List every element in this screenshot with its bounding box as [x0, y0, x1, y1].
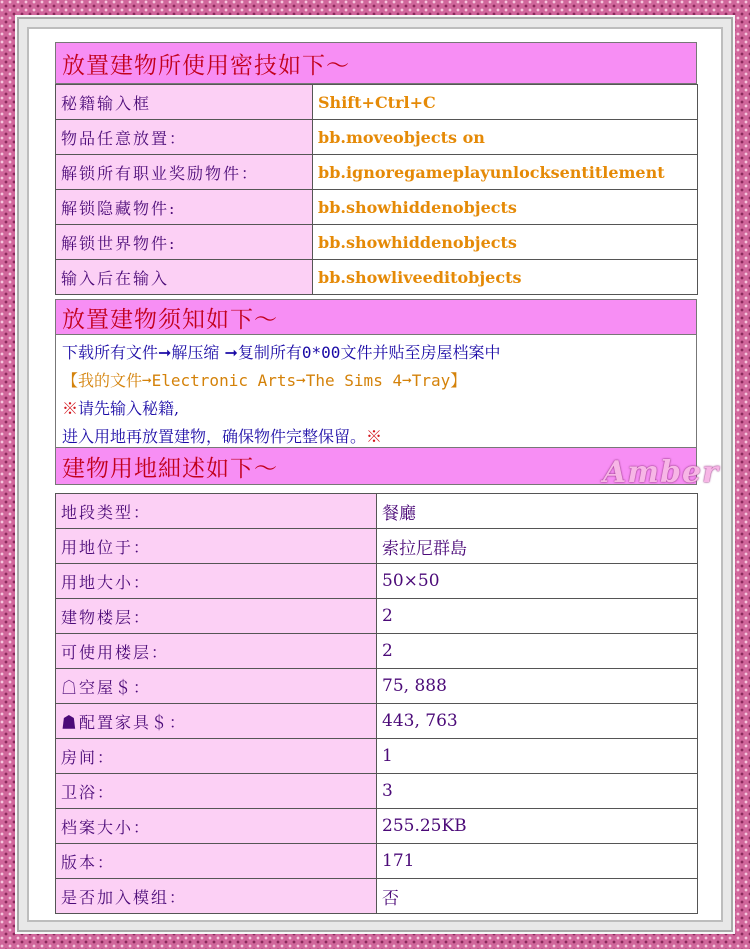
detail-label: ☗配置家具＄： — [56, 704, 377, 739]
detail-label: 地段类型： — [56, 494, 377, 529]
table-row — [56, 494, 698, 529]
detail-label: 房间： — [56, 739, 377, 774]
detail-label: 是否加入模组： — [56, 879, 377, 914]
detail-value: 255.25KB — [377, 809, 698, 844]
cheat-code: Shift+Ctrl+C — [313, 85, 698, 120]
table-row — [56, 634, 698, 669]
detail-label: ☖空屋＄： — [56, 669, 377, 704]
detail-label: 建物楼层： — [56, 599, 377, 634]
amber-watermark: Amber — [603, 455, 719, 490]
table-row — [56, 190, 698, 225]
instructions-section-title: 放置建物须知如下～ — [55, 299, 697, 335]
content-panel — [55, 42, 697, 914]
detail-value: 2 — [377, 634, 698, 669]
detail-label: 用地位于： — [56, 529, 377, 564]
cheat-code: bb.ignoregameplayunlocksentitlement — [313, 155, 698, 190]
cheats-table — [55, 84, 698, 295]
reference-mark-icon: ※ — [62, 399, 79, 418]
detail-value: 餐廳 — [377, 494, 698, 529]
lot-details-table — [55, 493, 698, 914]
instruction-line — [62, 395, 690, 423]
reference-mark-icon: ※ — [366, 427, 383, 446]
file-pattern: 0*00 — [301, 343, 341, 362]
detail-label: 卫浴： — [56, 774, 377, 809]
lot-details-section-title: 建物用地細述如下～ — [55, 447, 697, 485]
instruction-text: 进入用地再放置建物，确保物件完整保留。 — [62, 427, 367, 446]
cheat-code: bb.showliveeditobjects — [313, 260, 698, 295]
cheat-code: bb.showhiddenobjects — [313, 190, 698, 225]
table-row — [56, 260, 698, 295]
table-row — [56, 844, 698, 879]
instruction-text: 文件并贴至房屋档案中 — [340, 343, 501, 362]
table-row — [56, 599, 698, 634]
cheat-label: 物品任意放置： — [56, 120, 313, 155]
cheat-label: 秘籍输入框 — [56, 85, 313, 120]
detail-label: 用地大小： — [56, 564, 377, 599]
spacer — [55, 485, 697, 493]
cheat-code: bb.showhiddenobjects — [313, 225, 698, 260]
cheat-code: bb.moveobjects on — [313, 120, 698, 155]
table-row — [56, 704, 698, 739]
cheat-label: 解锁所有职业奖励物件： — [56, 155, 313, 190]
detail-value: 索拉尼群島 — [377, 529, 698, 564]
detail-value: 75, 888 — [377, 669, 698, 704]
table-row — [56, 529, 698, 564]
detail-value: 50×50 — [377, 564, 698, 599]
detail-value: 1 — [377, 739, 698, 774]
cheat-label: 输入后在输入 — [56, 260, 313, 295]
table-row — [56, 225, 698, 260]
instruction-line — [62, 339, 690, 367]
instruction-text: 请先输入秘籍, — [78, 399, 180, 418]
detail-value: 443, 763 — [377, 704, 698, 739]
table-row — [56, 774, 698, 809]
detail-label: 可使用楼层： — [56, 634, 377, 669]
table-row — [56, 809, 698, 844]
detail-value: 2 — [377, 599, 698, 634]
detail-value: 3 — [377, 774, 698, 809]
table-row — [56, 879, 698, 914]
table-row — [56, 739, 698, 774]
detail-value: 171 — [377, 844, 698, 879]
cheats-section-title: 放置建物所使用密技如下～ — [55, 42, 697, 84]
table-row — [56, 564, 698, 599]
cheat-label: 解锁隐藏物件: — [56, 190, 313, 225]
detail-label: 档案大小： — [56, 809, 377, 844]
table-row — [56, 669, 698, 704]
cheat-label: 解锁世界物件: — [56, 225, 313, 260]
detail-value: 否 — [377, 879, 698, 914]
instructions-text — [55, 335, 697, 447]
tray-folder-path: 【我的文件➞Electronic Arts➞The Sims 4➞Tray】 — [62, 371, 467, 390]
table-row — [56, 120, 698, 155]
instruction-text: 下载所有文件➞解压缩 ➞复制所有 — [62, 343, 302, 362]
table-row — [56, 155, 698, 190]
table-row — [56, 85, 698, 120]
detail-label: 版本： — [56, 844, 377, 879]
